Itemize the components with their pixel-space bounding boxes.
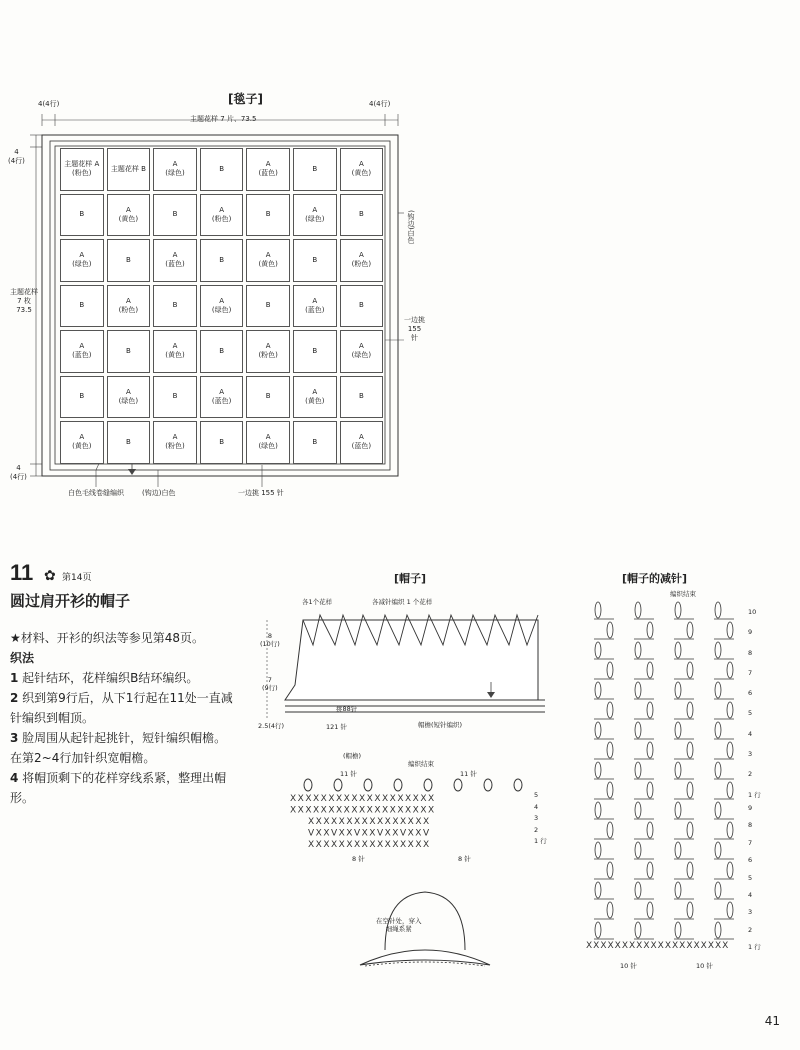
decrease-rows-top (748, 602, 761, 805)
chain-stitch (595, 642, 601, 658)
chain-stitch (715, 722, 721, 738)
motif-cell: B (107, 239, 151, 282)
row-label: 4 (748, 729, 753, 738)
method-label: 织法 (10, 651, 35, 665)
chain-stitch (675, 802, 681, 818)
chain-stitch (607, 862, 613, 878)
chain-stitch (647, 822, 653, 838)
motif-cell: B (60, 194, 104, 237)
row-label: 3 (748, 750, 753, 759)
hat-each-dec: 各减针编织 1 个花样 (372, 598, 433, 606)
chain-stitch (727, 822, 733, 838)
hat-title: [帽子] (394, 572, 427, 585)
chain-stitch (675, 642, 681, 658)
chain-stitch (635, 882, 641, 898)
motif-cell: A (黄色) (246, 239, 290, 282)
page-number: 41 (764, 1014, 780, 1028)
row-label: 4 (748, 891, 753, 900)
hat-121: 121 针 (326, 723, 347, 731)
blanket-bottom-label-2: (钩边)白色 (142, 489, 176, 497)
step-number: 4 (10, 771, 19, 785)
motif-cell: A (蓝色) (153, 239, 197, 282)
row-label: 6 (748, 856, 753, 865)
blanket-top-dimension: 主题花样 7 片、73.5 (190, 115, 257, 123)
motif-cell: 主题花样 B (107, 148, 151, 191)
row-label: 9 (748, 804, 753, 812)
chain-stitch (687, 862, 693, 878)
row-label: 6 (748, 689, 753, 698)
chain-stitch (647, 862, 653, 878)
chain-stitch (687, 622, 693, 638)
chain-stitch (595, 602, 601, 618)
decrease-stitch-chart (584, 598, 744, 958)
stitch-row: XXXXXXXXXXXXXXXXXXX (290, 794, 436, 804)
motif-cell: A (绿色) (246, 421, 290, 464)
motif-cell: B (340, 376, 384, 419)
hat-dim-8: 8 (10行) (260, 632, 280, 648)
chain-stitch (675, 842, 681, 858)
chain-stitch (635, 802, 641, 818)
blanket-bottom-label-1: 白色毛线卷缝编织 (68, 489, 124, 497)
motif-cell: B (153, 376, 197, 419)
step-text: 将帽顶剩下的花样穿线系紧，整理出帽形。 (10, 771, 227, 805)
decrease-rows-bottom (748, 800, 761, 957)
chain-stitch (595, 922, 601, 938)
motif-cell: B (246, 376, 290, 419)
step-1 (10, 668, 238, 688)
chain-stitch (607, 782, 613, 798)
stitch-row: VXXVXXVXXVXXVXXV (308, 828, 431, 839)
chain-stitch (715, 762, 721, 778)
motif-cell: A (粉色) (340, 239, 384, 282)
row-label: 8 (748, 648, 753, 657)
step-2 (10, 688, 238, 728)
row-label: 1 行 (748, 943, 761, 952)
blanket-bottom-label-3: 一边挑 155 针 (238, 489, 284, 497)
decrease-bottom-10b: 10 针 (696, 962, 713, 970)
motif-cell: B (293, 239, 337, 282)
chain-stitch (675, 682, 681, 698)
row-label: 5 (534, 791, 539, 799)
chain-stitch (635, 762, 641, 778)
hat-brim-label: 帽檐(短针编织) (418, 721, 463, 729)
motif-cell: B (107, 421, 151, 464)
motif-cell: A (绿色) (200, 285, 244, 328)
motif-cell: A (绿色) (60, 239, 104, 282)
motif-cell: B (293, 148, 337, 191)
motif-cell: B (246, 194, 290, 237)
brim-end: 编织结束 (408, 760, 434, 768)
brim-stitch-chart (290, 775, 540, 865)
stitch-row: XXXXXXXXXXXXXXXX (308, 840, 431, 850)
chain-stitch (675, 722, 681, 738)
motif-cell: B (293, 421, 337, 464)
chain-stitch (715, 642, 721, 658)
section-number: 11 (10, 560, 34, 585)
chain-stitch (635, 642, 641, 658)
decrease-bottom-10a: 10 针 (620, 962, 637, 970)
step-number: 3 (10, 731, 19, 745)
shell-stitch (484, 779, 492, 791)
chain-stitch (715, 682, 721, 698)
chain-stitch (647, 742, 653, 758)
materials-note: ★材料、开衫的织法等参见第48页。 (10, 631, 205, 645)
chain-stitch (687, 742, 693, 758)
chain-stitch (687, 902, 693, 918)
step-text: 织到第9行后，从下1行起在11处一直减针编织到帽顶。 (10, 691, 233, 725)
step-text: 起针结环，花样编织B结环编织。 (18, 671, 199, 685)
chain-stitch (727, 862, 733, 878)
brim-11a: 11 针 (340, 770, 357, 778)
brim-8a: 8 针 (352, 855, 365, 863)
row-label: 9 (748, 628, 753, 637)
blanket-left-top-vdim: 4 (4行) (8, 148, 25, 165)
chain-stitch (727, 742, 733, 758)
chain-stitch (727, 902, 733, 918)
motif-cell: B (200, 330, 244, 373)
sketch-note: 在空针处，穿入 细绳系紧 (376, 917, 422, 933)
motif-cell: B (107, 330, 151, 373)
flower-icon: ✿ (44, 568, 56, 584)
chain-stitch (607, 662, 613, 678)
chain-stitch (607, 622, 613, 638)
chain-stitch (607, 902, 613, 918)
chain-stitch (595, 682, 601, 698)
brim-8b: 8 针 (458, 855, 471, 863)
motif-cell: A (黄色) (340, 148, 384, 191)
motif-cell: B (340, 194, 384, 237)
chain-stitch (675, 882, 681, 898)
motif-cell: A (蓝色) (340, 421, 384, 464)
chain-stitch (727, 702, 733, 718)
row-label: 8 (748, 821, 753, 830)
motif-cell: A (黄色) (293, 376, 337, 419)
chain-stitch (715, 802, 721, 818)
motif-cell: B (153, 194, 197, 237)
blanket-left-top-margin: 4(4行) (38, 100, 60, 108)
shell-stitch (334, 779, 342, 791)
motif-cell: B (340, 285, 384, 328)
stitch-row: XXXXXXXXXXXXXXXXXXXX (586, 941, 730, 951)
row-label: 5 (748, 709, 753, 718)
motif-cell: A (绿色) (293, 194, 337, 237)
chain-stitch (647, 902, 653, 918)
chain-stitch (635, 922, 641, 938)
motif-cell: 主题花样 A (粉色) (60, 148, 104, 191)
chain-stitch (687, 702, 693, 718)
motif-cell: A (蓝色) (246, 148, 290, 191)
chain-stitch (595, 842, 601, 858)
chain-stitch (635, 842, 641, 858)
hat-dim-25: 2.5(4行) (258, 722, 285, 730)
stitch-row: XXXXXXXXXXXXXXXX (308, 817, 431, 827)
chain-stitch (635, 722, 641, 738)
hat-outline (255, 600, 555, 735)
chain-stitch (687, 662, 693, 678)
motif-cell: B (60, 376, 104, 419)
blanket-right-side-label: 一边挑 155 针 (404, 316, 425, 342)
row-label: 4 (534, 802, 539, 811)
motif-cell: B (60, 285, 104, 328)
step-number: 2 (10, 691, 19, 705)
blanket-left-mid-vdim: 主题花样 7 枚 73.5 (10, 288, 38, 314)
motif-cell: A (黄色) (153, 330, 197, 373)
chain-stitch (687, 822, 693, 838)
step-number: 1 (10, 671, 19, 685)
chain-stitch (595, 802, 601, 818)
motif-cell: A (黄色) (60, 421, 104, 464)
row-label: 2 (748, 925, 753, 934)
chain-stitch (647, 782, 653, 798)
chain-stitch (675, 602, 681, 618)
chain-stitch (635, 602, 641, 618)
chain-stitch (647, 662, 653, 678)
chain-stitch (715, 602, 721, 618)
motif-cell: B (293, 330, 337, 373)
chain-stitch (715, 842, 721, 858)
decrease-title: [帽子的减针] (622, 572, 688, 585)
section-page-ref: 第14页 (62, 573, 92, 583)
chain-stitch (635, 682, 641, 698)
shell-stitch (394, 779, 402, 791)
shell-stitch (424, 779, 432, 791)
chain-stitch (727, 782, 733, 798)
step-3 (10, 728, 238, 768)
motif-cell: A (绿色) (153, 148, 197, 191)
row-label: 7 (748, 668, 753, 677)
chain-stitch (595, 722, 601, 738)
motif-cell: A (黄色) (107, 194, 151, 237)
chain-stitch (647, 622, 653, 638)
motif-cell: A (蓝色) (200, 376, 244, 419)
motif-cell: B (246, 285, 290, 328)
blanket-right-top-margin: 4(4行) (369, 100, 391, 108)
row-label: 3 (534, 814, 539, 822)
motif-cell: A (粉色) (107, 285, 151, 328)
motif-cell: A (粉色) (200, 194, 244, 237)
shell-stitch (454, 779, 462, 791)
blanket-title: [毯子] (228, 92, 263, 106)
motif-cell: B (200, 239, 244, 282)
motif-cell: B (153, 285, 197, 328)
motif-cell: B (200, 421, 244, 464)
motif-cell: A (粉色) (246, 330, 290, 373)
chain-stitch (607, 702, 613, 718)
blanket-right-edge-label: (钩边)白色 (407, 210, 415, 244)
row-label: 10 (748, 608, 757, 616)
motif-cell: A (粉色) (153, 421, 197, 464)
brim-title: (帽檐) (343, 752, 362, 760)
instructions (10, 628, 238, 808)
row-label: 2 (748, 770, 753, 779)
shell-stitch (514, 779, 522, 791)
shell-stitch (304, 779, 312, 791)
hat-sketch (350, 880, 500, 980)
step-4 (10, 768, 238, 808)
row-label: 2 (534, 825, 539, 834)
chain-stitch (727, 662, 733, 678)
chain-stitch (675, 762, 681, 778)
hat-88: 挑88针 (336, 705, 358, 713)
row-label: 1 行 (748, 790, 761, 799)
decrease-end: 编织结束 (670, 590, 696, 598)
chain-stitch (727, 622, 733, 638)
motif-cell: A (蓝色) (293, 285, 337, 328)
hat-each-pattern: 各1个花样 (302, 598, 333, 606)
motif-cell: B (200, 148, 244, 191)
brim-11b: 11 针 (460, 770, 477, 778)
motif-cell: A (绿色) (107, 376, 151, 419)
row-label: 5 (748, 873, 753, 882)
hat-dim-7: 7 (9行) (262, 676, 278, 692)
row-label: 7 (748, 838, 753, 847)
chain-stitch (715, 922, 721, 938)
step-text: 脸周围从起针起挑针，短针编织帽檐。在第2~4行加针织宽帽檐。 (10, 731, 227, 765)
shell-stitch (364, 779, 372, 791)
motif-cell: A (蓝色) (60, 330, 104, 373)
stitch-row: XXXXXXXXXXXXXXXXXXX (290, 805, 436, 816)
chain-stitch (607, 742, 613, 758)
chain-stitch (595, 882, 601, 898)
row-label: 3 (748, 908, 753, 917)
chain-stitch (607, 822, 613, 838)
row-label: 1 行 (534, 837, 547, 845)
chain-stitch (595, 762, 601, 778)
chain-stitch (715, 882, 721, 898)
section-title: 圆过肩开衫的帽子 (10, 592, 131, 610)
chain-stitch (647, 702, 653, 718)
chain-stitch (687, 782, 693, 798)
chain-stitch (675, 922, 681, 938)
motif-cell: A (绿色) (340, 330, 384, 373)
blanket-left-bot-vdim: 4 (4行) (10, 464, 27, 481)
